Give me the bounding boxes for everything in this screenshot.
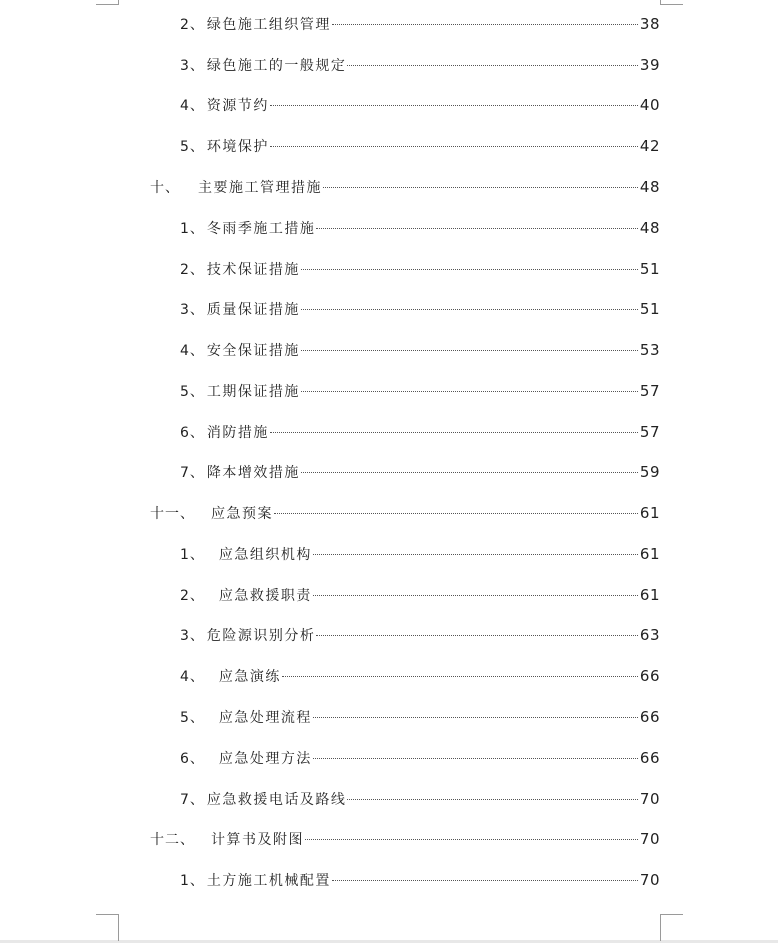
bottom-left-margin-mark <box>96 914 119 941</box>
toc-entry-number: 7、 <box>180 792 205 808</box>
toc-entry[interactable] <box>180 420 660 444</box>
dot-leader <box>332 880 638 881</box>
toc-entry-number: 6、 <box>180 751 205 767</box>
toc-entry[interactable] <box>180 542 660 566</box>
toc-entry-title: 应急处理流程 <box>218 710 312 726</box>
toc-entry-page: 59 <box>639 463 660 481</box>
toc-entry-number: 2、 <box>180 588 205 604</box>
toc-entry-number: 1、 <box>180 873 205 889</box>
toc-entry-title: 应急救援电话及路线 <box>206 792 347 808</box>
dot-leader <box>301 350 638 351</box>
toc-entry-number: 4、 <box>180 343 205 359</box>
dot-leader <box>313 554 638 555</box>
toc-entry-page: 61 <box>639 504 660 522</box>
dot-leader <box>301 309 638 310</box>
toc-entry-title: 主要施工管理措施 <box>198 180 322 196</box>
toc-entry[interactable] <box>180 53 660 77</box>
toc-entry-number: 4、 <box>180 669 205 685</box>
toc-entry-number: 3、 <box>180 628 205 644</box>
dot-leader <box>282 676 638 677</box>
toc-entry-title: 质量保证措施 <box>206 302 300 318</box>
toc-entry[interactable] <box>180 134 660 158</box>
toc-entry[interactable] <box>150 827 660 851</box>
toc-entry[interactable] <box>180 93 660 117</box>
toc-entry-page: 48 <box>639 178 660 196</box>
toc-entry-title: 绿色施工组织管理 <box>206 17 331 33</box>
toc-entry-number: 6、 <box>180 425 205 441</box>
toc-entry-page: 51 <box>639 260 660 278</box>
toc-entry[interactable] <box>180 460 660 484</box>
bottom-right-margin-mark <box>660 914 683 941</box>
dot-leader <box>301 472 638 473</box>
toc-entry-number: 2、 <box>180 262 205 278</box>
toc-entry[interactable] <box>180 623 660 647</box>
toc-entry-title: 冬雨季施工措施 <box>206 221 316 237</box>
toc-entry[interactable] <box>180 583 660 607</box>
toc-entry[interactable] <box>180 216 660 240</box>
toc-entry-title: 安全保证措施 <box>206 343 300 359</box>
dot-leader <box>347 799 637 800</box>
dot-leader <box>270 105 638 106</box>
toc-entry-page: 57 <box>639 423 660 441</box>
toc-entry-page: 48 <box>639 219 660 237</box>
toc-entry-title: 计算书及附图 <box>211 832 304 848</box>
toc-entry-number: 2、 <box>180 17 205 33</box>
dot-leader <box>305 839 638 840</box>
dot-leader <box>301 269 638 270</box>
toc-entry[interactable] <box>180 257 660 281</box>
toc-entry-number: 3、 <box>180 302 205 318</box>
top-left-margin-mark <box>96 0 119 5</box>
toc-entry[interactable] <box>180 338 660 362</box>
toc-entry-title: 土方施工机械配置 <box>206 873 331 889</box>
toc-entry-title: 应急演练 <box>218 669 281 685</box>
toc-entry-number: 十一、 <box>150 506 195 522</box>
toc-entry-number: 5、 <box>180 384 205 400</box>
toc-entry[interactable] <box>180 746 660 770</box>
toc-entry-page: 40 <box>639 96 660 114</box>
toc-entry-page: 61 <box>639 545 660 563</box>
toc-entry-title: 绿色施工的一般规定 <box>206 58 347 74</box>
toc-entry-title: 应急组织机构 <box>218 547 312 563</box>
dot-leader <box>332 24 638 25</box>
toc-entry-number: 1、 <box>180 547 205 563</box>
toc-entry-number: 5、 <box>180 139 205 155</box>
toc-entry-number: 十二、 <box>150 832 195 848</box>
toc-entry-number: 3、 <box>180 58 205 74</box>
dot-leader <box>270 146 638 147</box>
toc-entry[interactable] <box>180 12 660 36</box>
toc-entry-number: 1、 <box>180 221 205 237</box>
dot-leader <box>313 595 638 596</box>
toc-entry-title: 降本增效措施 <box>206 465 300 481</box>
toc-entry-title: 环境保护 <box>206 139 269 155</box>
toc-entry-page: 66 <box>639 667 660 685</box>
toc-entry-page: 42 <box>639 137 660 155</box>
dot-leader <box>270 432 638 433</box>
toc-entry-page: 38 <box>639 15 660 33</box>
toc-entry-page: 53 <box>639 341 660 359</box>
toc-entry-number: 5、 <box>180 710 205 726</box>
toc-entry-number: 4、 <box>180 98 205 114</box>
toc-entry[interactable] <box>180 705 660 729</box>
toc-entry-page: 51 <box>639 300 660 318</box>
toc-entry-title: 应急处理方法 <box>218 751 312 767</box>
toc-entry-title: 工期保证措施 <box>206 384 300 400</box>
dot-leader <box>313 758 638 759</box>
toc-entry-page: 66 <box>639 708 660 726</box>
toc-entry[interactable] <box>180 664 660 688</box>
toc-entry-page: 66 <box>639 749 660 767</box>
dot-leader <box>347 65 637 66</box>
toc-entry-title: 资源节约 <box>206 98 269 114</box>
dot-leader <box>301 391 638 392</box>
toc-entry[interactable] <box>180 379 660 403</box>
toc-entry-title: 危险源识别分析 <box>206 628 316 644</box>
toc-entry[interactable] <box>180 297 660 321</box>
toc-entry-page: 70 <box>639 830 660 848</box>
dot-leader <box>316 228 637 229</box>
toc-entry-page: 57 <box>639 382 660 400</box>
dot-leader <box>323 187 638 188</box>
toc-entry-page: 70 <box>639 871 660 889</box>
toc-entry-number: 十、 <box>150 180 180 196</box>
toc-entry-page: 63 <box>639 626 660 644</box>
toc-entry-page: 61 <box>639 586 660 604</box>
dot-leader <box>274 513 638 514</box>
toc-entry-title: 应急救援职责 <box>218 588 312 604</box>
toc-entry[interactable] <box>150 501 660 525</box>
top-right-margin-mark <box>660 0 683 5</box>
dot-leader <box>313 717 638 718</box>
toc-entry-page: 39 <box>639 56 660 74</box>
toc-entry-page: 70 <box>639 790 660 808</box>
toc-entry-title: 消防措施 <box>206 425 269 441</box>
dot-leader <box>316 635 637 636</box>
toc-entry-title: 应急预案 <box>211 506 273 522</box>
toc-entry[interactable] <box>150 175 660 199</box>
toc-entry[interactable] <box>180 868 660 892</box>
toc-entry[interactable] <box>180 787 660 811</box>
toc-entry-title: 技术保证措施 <box>206 262 300 278</box>
toc-entry-number: 7、 <box>180 465 205 481</box>
